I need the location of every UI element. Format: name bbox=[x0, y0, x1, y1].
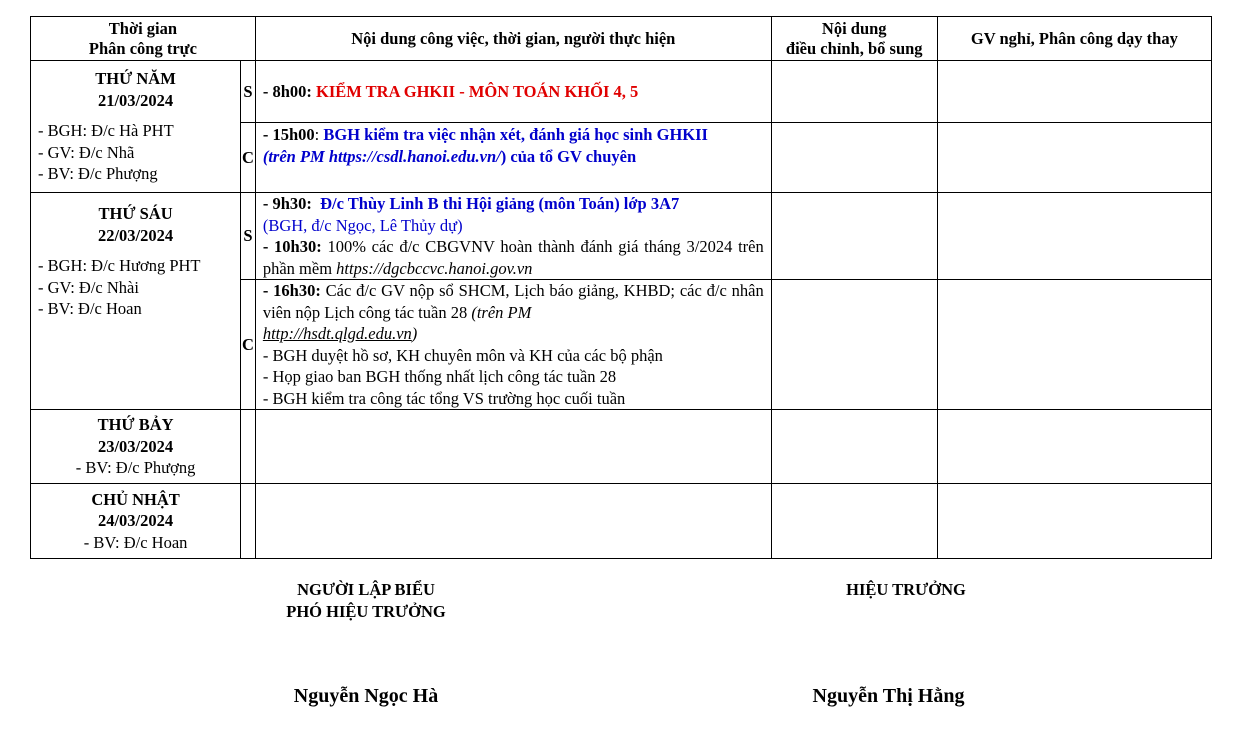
substitute-cell bbox=[937, 61, 1211, 123]
session-cell bbox=[241, 484, 256, 559]
work-content: - 9h30: Đ/c Thùy Linh B thi Hội giảng (môn Toán) lớp 3A7 (BGH, đ/c Ngọc, Lê Thủy dự) - 10h30: 100% các đ/c CBGVNV hoàn thành đánh giá tháng 3/2024 trên phần mềm https://dgcbccvc.hanoi.gov.vn bbox=[255, 193, 771, 280]
session-cell bbox=[241, 410, 256, 484]
day-name: THỨ BẢY bbox=[97, 415, 174, 435]
friday-cell bbox=[31, 193, 241, 410]
left-signature-title: NGƯỜI LẬP BIỂU PHÓ HIỆU TRƯỞNG bbox=[286, 580, 446, 621]
work-content: - 8h00: KIỂM TRA GHKII - MÔN TOÁN KHỐI 4, 5 bbox=[255, 61, 771, 123]
substitute-cell bbox=[937, 123, 1211, 193]
duty-list bbox=[38, 120, 233, 185]
session-label: S bbox=[241, 61, 256, 123]
duty-item: - GV: Đ/c Nhài bbox=[38, 277, 139, 297]
adjust-cell bbox=[771, 280, 937, 410]
header-time: Thời gian Phân công trực bbox=[31, 17, 256, 61]
duty-item: - BV: Đ/c Hoan bbox=[38, 299, 142, 318]
session-label: C bbox=[241, 123, 256, 193]
header-adjust: Nội dung điều chỉnh, bổ sung bbox=[771, 17, 937, 61]
right-signature-title: HIỆU TRƯỞNG bbox=[846, 580, 966, 599]
day-name: CHỦ NHẬT bbox=[91, 489, 180, 509]
substitute-cell bbox=[937, 484, 1211, 559]
duty-item: - GV: Đ/c Nhã bbox=[38, 142, 135, 162]
session-label: S bbox=[241, 193, 256, 280]
duty-item: - BGH: Đ/c Hà PHT bbox=[38, 121, 174, 141]
day-name: THỨ SÁU bbox=[98, 204, 173, 223]
duty-item: - BGH: Đ/c Hương PHT bbox=[38, 256, 201, 275]
thursday-cell bbox=[31, 61, 241, 193]
work-content bbox=[255, 410, 771, 484]
substitute-cell bbox=[937, 410, 1211, 484]
left-signature-name: Nguyễn Ngọc Hà bbox=[293, 685, 439, 707]
day-date: 21/03/2024 bbox=[97, 90, 174, 110]
work-content bbox=[255, 484, 771, 559]
substitute-cell bbox=[937, 280, 1211, 410]
adjust-cell bbox=[771, 193, 937, 280]
work-content: - 15h00: BGH kiểm tra việc nhận xét, đánh giá học sinh GHKII (trên PM https://csdl.hanoi.edu.vn/) của tổ GV chuyên bbox=[255, 123, 771, 193]
link-text: https://dgcbccvc.hanoi.gov.vn bbox=[336, 258, 533, 278]
adjust-cell bbox=[771, 61, 937, 123]
right-signature-name: Nguyễn Thị Hằng bbox=[812, 685, 965, 707]
day-name: THỨ NĂM bbox=[95, 69, 176, 89]
adjust-cell bbox=[771, 410, 937, 484]
header-row bbox=[31, 17, 1212, 61]
duty-item: - BV: Đ/c Hoan bbox=[83, 532, 188, 552]
header-work: Nội dung công việc, thời gian, người thực hiện bbox=[255, 17, 771, 61]
saturday-row bbox=[31, 410, 1212, 484]
friday-morning-row bbox=[31, 193, 1212, 280]
session-label: C bbox=[241, 280, 256, 410]
work-content: - 16h30: Các đ/c GV nộp sổ SHCM, Lịch báo giảng, KHBD; các đ/c nhân viên nộp Lịch công tác tuần 28 (trên PM http://hsdt.qlgd.edu.vn) - BGH duyệt hồ sơ, KH chuyên môn và KH của các bộ phận - Họp giao ban BGH thống nhất lịch công tác tuần 28 - BGH kiểm tra công tác tổng VS trường học cuối tuần bbox=[255, 280, 771, 410]
day-date: 24/03/2024 bbox=[97, 511, 174, 531]
adjust-cell bbox=[771, 484, 937, 559]
link-text: http://hsdt.qlgd.edu.vn bbox=[262, 324, 412, 343]
day-date: 23/03/2024 bbox=[97, 436, 174, 456]
thursday-morning-row bbox=[31, 61, 1212, 123]
weekly-schedule-table bbox=[30, 16, 1212, 559]
header-substitute: GV nghỉ, Phân công dạy thay bbox=[937, 17, 1211, 61]
day-date: 22/03/2024 bbox=[97, 225, 174, 245]
sunday-cell bbox=[31, 484, 241, 559]
duty-item: - BV: Đ/c Phượng bbox=[38, 164, 158, 184]
substitute-cell bbox=[937, 193, 1211, 280]
duty-list bbox=[38, 255, 233, 320]
sunday-row bbox=[31, 484, 1212, 559]
adjust-cell bbox=[771, 123, 937, 193]
saturday-cell bbox=[31, 410, 241, 484]
link-text: https://csdl.hanoi.edu.vn/ bbox=[328, 146, 501, 166]
duty-item: - BV: Đ/c Phượng bbox=[75, 458, 196, 478]
